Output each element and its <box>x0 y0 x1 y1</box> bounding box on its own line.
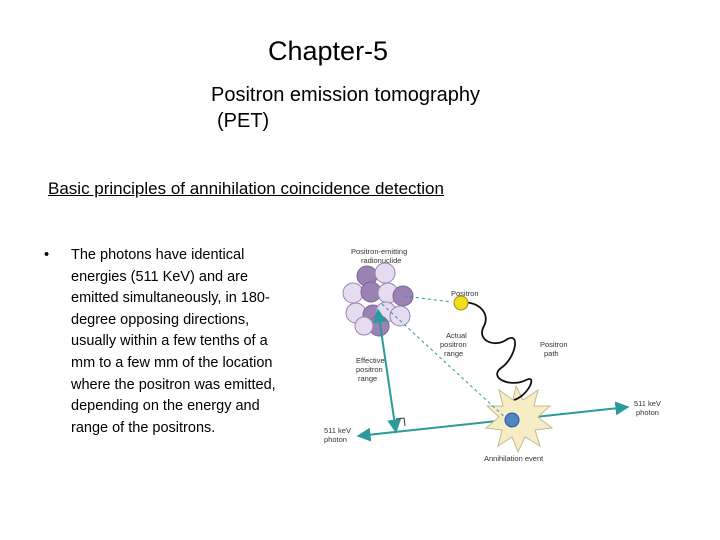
actual-range-line <box>382 304 508 420</box>
slide-subtitle <box>211 82 541 134</box>
annihilation-dot <box>505 413 519 427</box>
slide-title: Chapter-5 <box>268 36 389 66</box>
label-photon-left-1: 511 keV <box>324 426 351 435</box>
label-radionuclide-1: Positron-emitting <box>351 247 408 256</box>
label-path-2: path <box>544 349 559 358</box>
label-actual-3: range <box>444 349 464 358</box>
bullet-item <box>44 245 284 439</box>
label-positron: Positron <box>451 289 479 298</box>
section-heading: Basic principles of annihilation coincidence detection <box>48 179 444 198</box>
positron-path <box>461 303 531 400</box>
bullet-marker: • <box>44 247 50 263</box>
label-photon-left-2: photon <box>324 435 347 444</box>
right-angle-marker <box>396 418 405 426</box>
label-photon-right-1: 511 keV <box>634 399 661 408</box>
label-photon-right-2: photon <box>636 408 659 417</box>
label-actual-1: Actual <box>446 331 467 340</box>
subtitle-line-1: Positron emission tomography <box>211 84 481 106</box>
label-effective-2: positron <box>356 365 383 374</box>
label-effective-3: range <box>358 374 378 383</box>
nucleus-cluster <box>343 263 413 336</box>
label-radionuclide-2: radionuclide <box>361 256 402 265</box>
positron-dot <box>454 296 468 310</box>
label-path-1: Positron <box>540 340 568 349</box>
pet-annihilation-diagram <box>316 240 696 470</box>
subtitle-line-2: (PET) <box>217 110 270 132</box>
label-annihilation: Annihilation event <box>484 454 544 463</box>
label-actual-2: positron <box>440 340 467 349</box>
label-effective-1: Effective <box>356 356 385 365</box>
bullet-text: The photons have identical energies (511 KeV) and are emitted simultaneously, in 180-degree opposing directions, usually within a few tenths of a mm to a few mm of the location where the positron was emitted, depending on the energy and range of the positrons. <box>71 247 276 436</box>
